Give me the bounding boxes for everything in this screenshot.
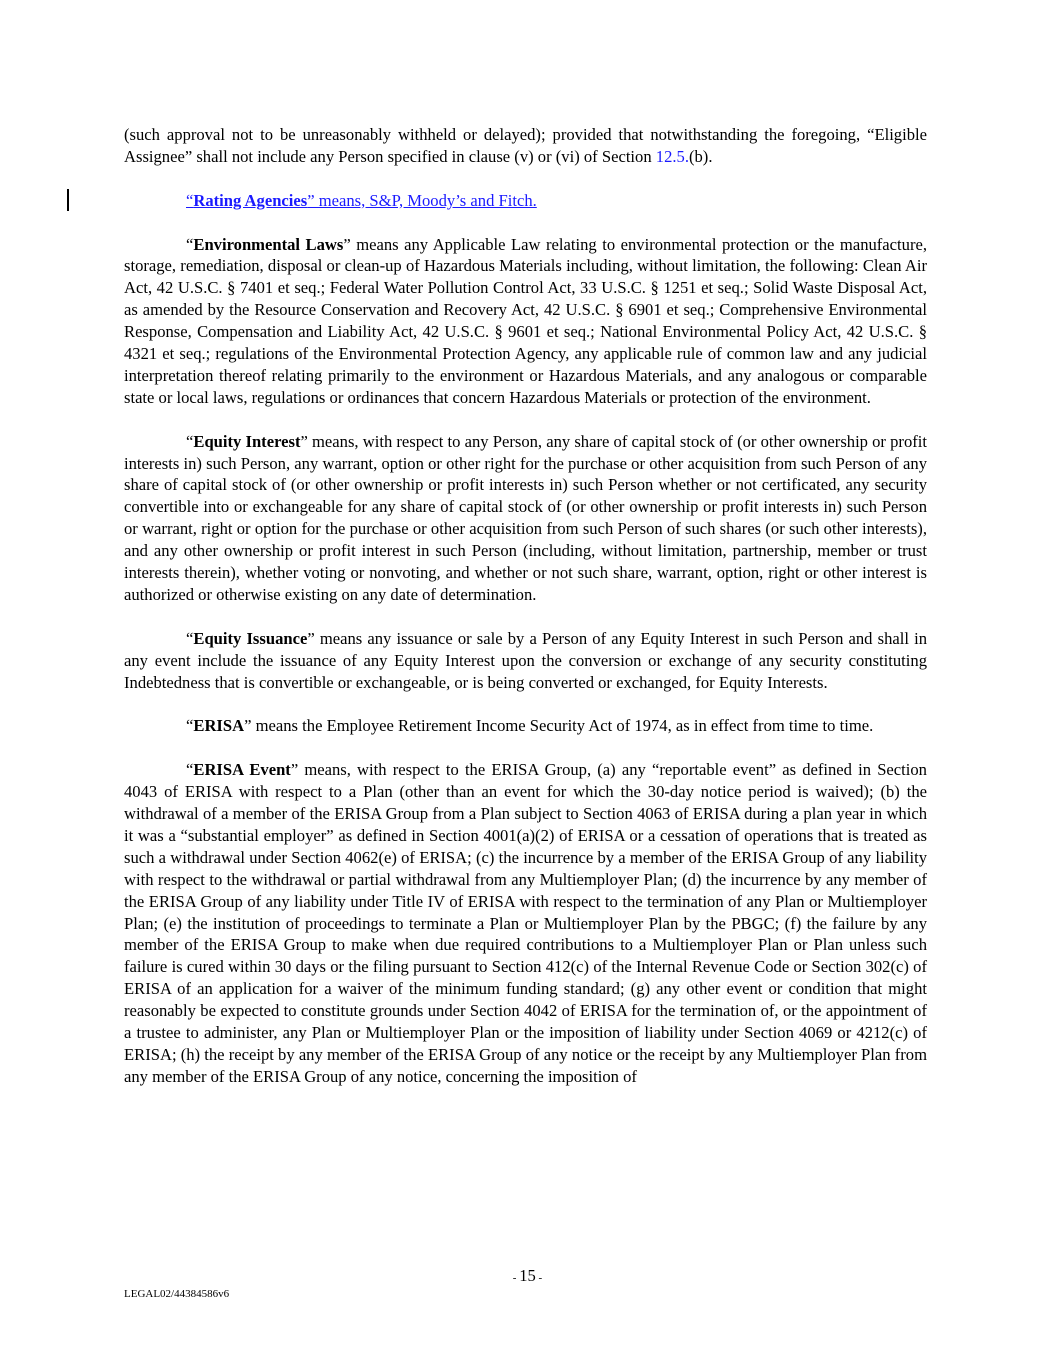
definition-equity-interest (124, 431, 927, 606)
open-quote: “ (186, 628, 194, 648)
paragraph-text: (b). (688, 146, 713, 166)
open-quote: “ (186, 760, 194, 780)
page-number (0, 1266, 1055, 1286)
paragraph-eligible-assignee-continuation (124, 124, 927, 168)
open-quote: “ (186, 190, 194, 210)
definition-text: ” means any Applicable Law relating to environmental protection or the manufacture, storage, remediation, disposal or clean-up of Hazardous Materials including, without limitation, the following: Clean Air Act, 42 U.S.C. § 7401 et seq.; Federal Water Pollution Control Act, 33 U.S.C. § 1251 et seq.; Solid Waste Disposal Act, as amended by the Resource Conservation and Recovery Act, 42 U.S.C. § 6901 et seq.; Comprehensive Environmental Response, Compensation and Liability Act, 42 U.S.C. § 9601 et seq.; National Environmental Policy Act, 42 U.S.C. § 4321 et seq.; regulations of the Environmental Protection Agency, any applicable rule of common law and any judicial interpretation thereof relating primarily to the environment or Hazardous Materials, and any analogous or comparable state or local laws, regulations or ordinances that concern Hazardous Materials or protection of the environment. (124, 234, 927, 407)
definition-text: ” means, S&P, Moody’s and Fitch. (307, 190, 537, 210)
definition-text: ” means the Employee Retirement Income Security Act of 1974, as in effect from time to time. (244, 716, 874, 736)
definition-rating-agencies (124, 190, 927, 212)
page-number-dash: - (512, 1272, 520, 1284)
open-quote: “ (186, 716, 194, 736)
defined-term: ERISA Event (193, 760, 291, 780)
definition-text: ” means, with respect to any Person, any share of capital stock of (or other ownership or profit interests in) such Person, any warrant, option or other right for the purchase or other acquisition from such Person of any share of capital stock of (or other ownership or profit interests in) such Person whether or not certificated, any security convertible into or exchangeable for any share of capital stock of (or other ownership or profit interests in) such Person or warrant, right or option for the purchase or other acquisition from such Person of such shares (or such other interests), and any other ownership or profit interest in such Person (including, without limitation, partnership, member or trust interests therein), whether voting or nonvoting, and whether or not such share, warrant, option, right or other interest is authorized or otherwise existing on any date of determination. (124, 431, 927, 604)
document-id-footer: LEGAL02/44384586v6 (124, 1288, 230, 1300)
open-quote: “ (186, 234, 194, 254)
paragraph-text: (such approval not to be unreasonably withheld or delayed); provided that notwithstanding the foregoing, “Eligible Assignee” shall not include any Person specified in clause (v) or (vi) of Section (124, 125, 927, 166)
section-reference-link[interactable]: 12.5. (655, 146, 689, 166)
revision-change-bar (67, 189, 69, 211)
definition-erisa-event (124, 759, 927, 1088)
defined-term: ERISA (193, 716, 245, 736)
page-number-dash: - (535, 1272, 543, 1284)
defined-term: Environmental Laws (193, 234, 344, 254)
defined-term: Equity Issuance (193, 628, 308, 648)
open-quote: “ (186, 431, 194, 451)
page-number-value: 15 (519, 1266, 536, 1285)
defined-term: Rating Agencies (193, 190, 308, 210)
defined-term: Equity Interest (193, 431, 301, 451)
definition-text: ” means, with respect to the ERISA Group, (a) any “reportable event” as defined in Section 4043 of ERISA with respect to a Plan (other than an event for which the 30-day notice period is waived); (b) the withdrawal of a member of the ERISA Group from a Plan subject to Section 4063 of ERISA during a plan year in which it was a “substantial employer” as defined in Section 4001(a)(2) of ERISA or a cessation of operations that is treated as such a withdrawal under Section 4062(e) of ERISA; (c) the incurrence by a member of the ERISA Group of any liability with respect to the withdrawal or partial withdrawal from any Multiemployer Plan; (d) the incurrence by any member of the ERISA Group of any liability under Title IV of ERISA with respect to the termination of any Plan or Multiemployer Plan; (e) the institution of proceedings to terminate a Plan or Multiemployer Plan by the PBGC; (f) the failure by any member of the ERISA Group to make when due required contributions to a Multiemployer Plan or Plan unless such failure is cured within 30 days or the filing pursuant to Section 412(c) of the Internal Revenue Code or Section 302(c) of ERISA of an application for a waiver of the minimum funding standard; (g) any other event or condition that might reasonably be expected to constitute grounds under Section 4042 of ERISA for the termination of, or the appointment of a trustee to administer, any Plan or Multiemployer Plan or the imposition of liability under Section 4069 or 4212(c) of ERISA; (h) the receipt by any member of the ERISA Group of any notice or the receipt by any Multiemployer Plan from any member of the ERISA Group of any notice, concerning the imposition of (124, 760, 927, 1086)
definition-erisa (124, 715, 927, 737)
definition-environmental-laws (124, 234, 927, 409)
document-body (124, 124, 927, 1088)
definition-text: ” means any issuance or sale by a Person of any Equity Interest in such Person and shall in any event include the issuance of any Equity Interest upon the conversion or exchange of any security constituting Indebtedness that is convertible or exchangeable, or is being converted or exchanged, for Equity Interests. (124, 628, 928, 692)
definition-equity-issuance (124, 628, 927, 694)
